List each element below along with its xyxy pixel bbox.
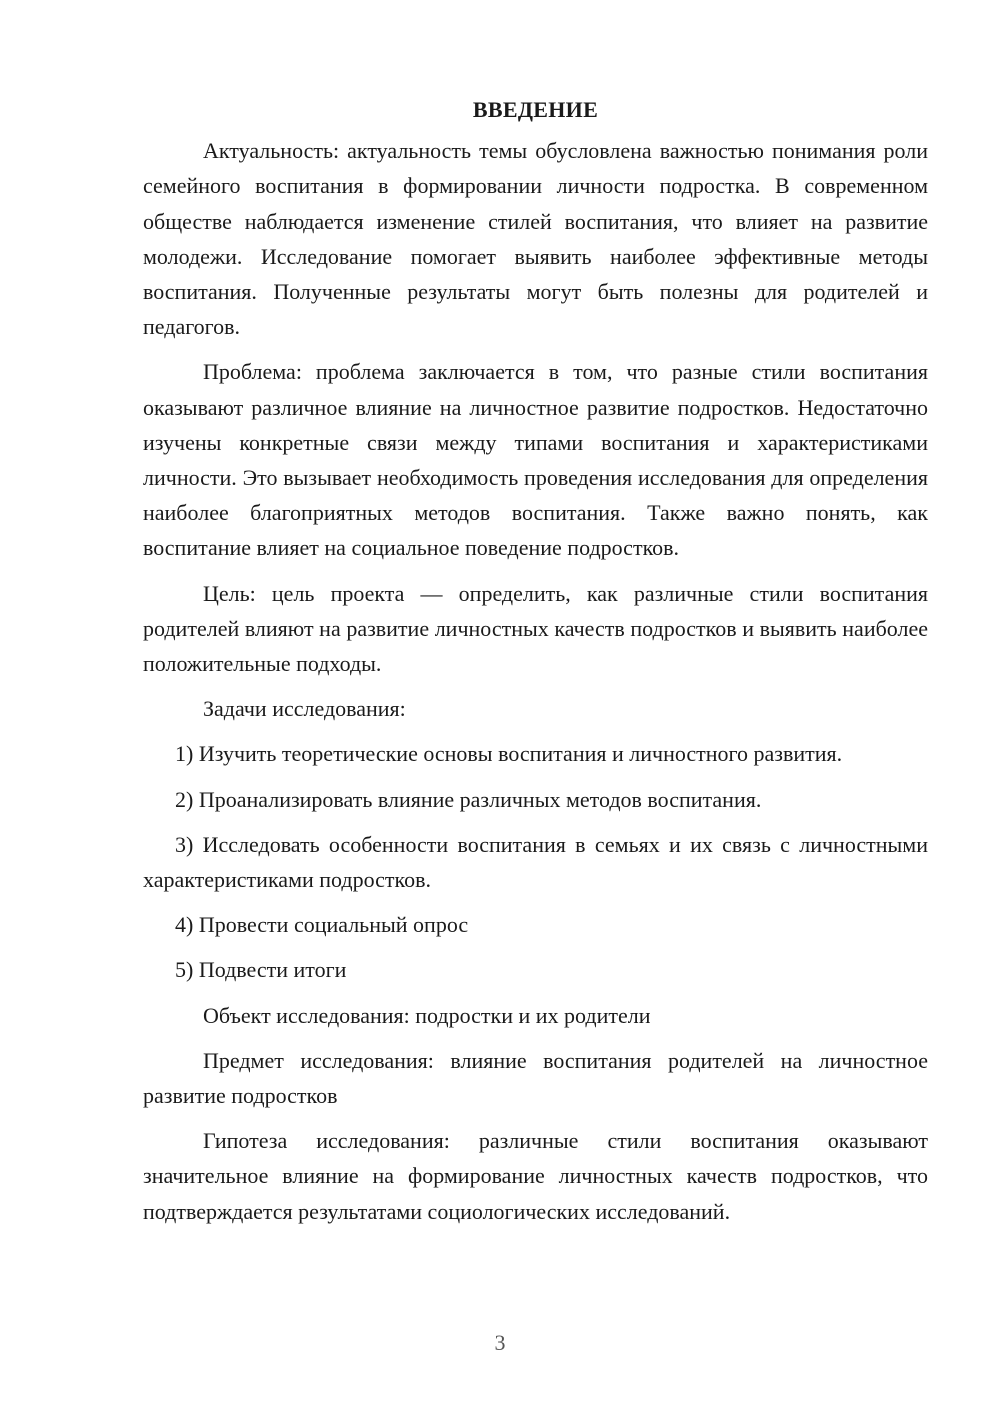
task-item-2: 2) Проанализировать влияние различных методов воспитания. (175, 786, 762, 812)
task-item-3: 3) Исследовать особенности воспитания в семьях и их связь с личностными характеристиками подростков. (143, 831, 928, 893)
document-page (143, 92, 928, 1239)
hypothesis-paragraph: Гипотеза исследования: различные стили воспитания оказывают значительное влияние на формирование личностных качеств подростков, что подтверждается результатами социологических исследований. (143, 1128, 928, 1224)
task-item-5: 5) Подвести итоги (175, 957, 347, 983)
task-item-1: 1) Изучить теоретические основы воспитания и личностного развития. (175, 741, 843, 767)
goal-paragraph: Цель: цель проекта — определить, как различные стили воспитания родителей влияют на развитие личностных качеств подростков и выявить наиболее положительные подходы. (143, 580, 928, 677)
problem-paragraph: Проблема: проблема заключается в том, что разные стили воспитания оказывают различное влияние на личностное развитие подростков. Недостаточно изучены конкретные связи между типами воспитания и характеристиками личности. Это вызывает необходимость проведения исследования для определения наиболее благоприятных методов воспитания. Также важно понять, как воспитание влияет на социальное поведение подростков. (143, 359, 928, 561)
section-heading: ВВЕДЕНИЕ (472, 97, 599, 122)
tasks-title: Задачи исследования: (203, 696, 406, 722)
subject-paragraph: Предмет исследования: влияние воспитания родителей на личностное развитие подростков (143, 1047, 928, 1109)
page-number: 3 (494, 1330, 506, 1355)
task-item-4: 4) Провести социальный опрос (175, 912, 469, 938)
object-paragraph: Объект исследования: подростки и их родители (203, 1002, 651, 1028)
relevance-paragraph: Актуальность: актуальность темы обусловлена важностью понимания роли семейного воспитания в формировании личности подростка. В современном обществе наблюдается изменение стилей воспитания, что влияет на развитие молодежи. Исследование помогает выявить наиболее эффективные методы воспитания. Полученные результаты могут быть полезны для родителей и педагогов. (143, 138, 928, 340)
